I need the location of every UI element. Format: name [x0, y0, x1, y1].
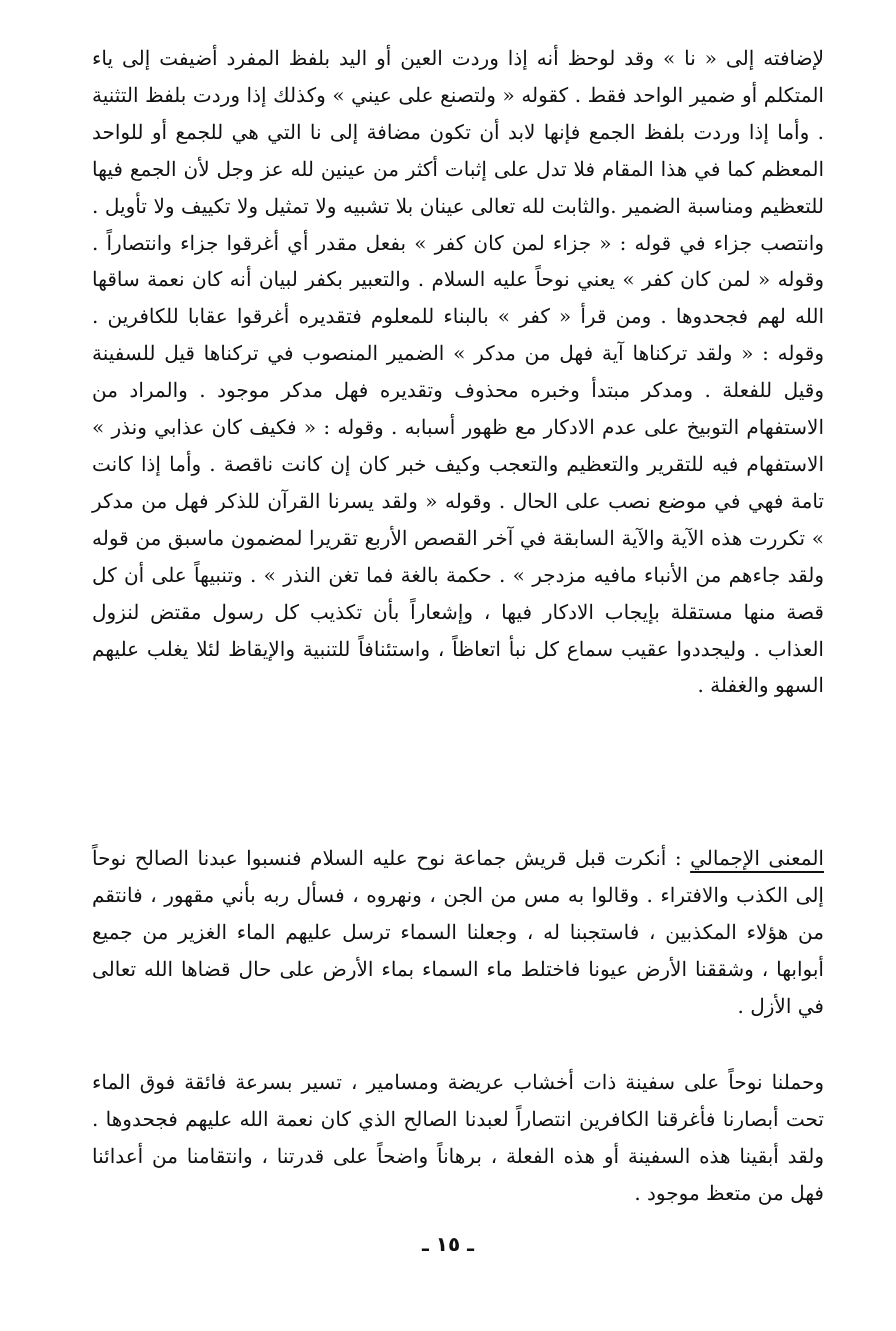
commentary-paragraph: لإضافته إلى « نا » وقد لوحظ أنه إذا وردت العين أو اليد بلفظ المفرد أضيفت إلى ياء المتكلم أو ضمير الواحد فقط . كقوله « ولتصنع على عيني » وكذلك إذا وردت بلفظ التثنية . وأما إذا وردت بلفظ الجمع فإنها لابد أن تكون مضافة إلى نا التي هي للجمع أو للواحد المعظم كما في هذا المقام فلا تدل على إثبات أكثر من عينين لله عز وجل لأن الجمع فيها للتعظيم ومناسبة الضمير .والثابت لله تعالى عينان بلا تشبيه ولا تمثيل ولا تكييف ولا تأويل . وانتصب جزاء في قوله : « جزاء لمن كان كفر » بفعل مقدر أي أغرقوا جزاء وانتصاراً . وقوله « لمن كان كفر » يعني نوحاً عليه السلام . والتعبير بكفر لبيان أنه كان نعمة ساقها الله لهم فجحدوها . ومن قرأ « كفر » بالبناء للمعلوم فتقديره أغرقوا عقابا للكافرين . وقوله : « ولقد تركناها آية فهل من مدكر » الضمير المنصوب في تركناها قيل للسفينة وقيل للفعلة . ومدكر مبتدأ وخبره محذوف وتقديره فهل مدكر موجود . والمراد من الاستفهام التوبيخ على عدم الادكار مع ظهور أسبابه . وقوله : « فكيف كان عذابي ونذر » الاستفهام فيه للتقرير والتعظيم والتعجب وكيف خبر كان إن كانت ناقصة . وأما إذا كانت تامة فهي في موضع نصب على الحال . وقوله « ولقد يسرنا القرآن للذكر فهل من مدكر » تكررت هذه الآية والآية السابقة في آخر القصص الأربع تقريرا لمضمون ماسبق من قوله ولقد جاءهم من الأنباء مافيه مزدجر » . حكمة بالغة فما تغن النذر » . وتنبيهاً على أن كل قصة منها مستقلة بإيجاب الادكار فيها ، وإشعاراً بأن تكذيب كل رسول مقتض لنزول العذاب . وليجددوا عقيب سماع كل نبأ اتعاظاً ، واستئنافاً للتنبية والإيقاظ لئلا يغلب عليهم السهو والغفلة .	[92, 46, 825, 698]
page-number: ـ ١٥ ـ	[421, 1232, 475, 1256]
commentary-block	[92, 40, 824, 704]
ark-paragraph: وحملنا نوحاً على سفينة ذات أخشاب عريضة ومسامير ، تسير بسرعة فائقة فوق الماء تحت أبصارنا فأغرقنا الكافرين انتصاراً لعبدنا الصالح الذي كان نعمة الله عليهم فجحدوها . ولقد أبقينا هذه السفينة أو هذه الفعلة ، برهاناً واضحاً على قدرتنا ، وانتقامنا من أعدائنا فهل من متعظ موجود .	[92, 1070, 825, 1205]
ark-paragraph-block	[92, 1064, 824, 1212]
general-meaning-text: : أنكرت قبل قريش جماعة نوح عليه السلام فنسبوا عبدنا الصالح نوحاً إلى الكذب والافتراء . وقالوا به مس من الجن ، ونهروه ، فسأل ربه بأني مقهور ، فانتقم من هؤلاء المكذبين ، فاستجبنا له ، وجعلنا السماء ترسل عليهم الماء الغزير من جميع أبوابها ، وشققنا الأرض عيونا فاختلط ماء السماء بماء الأرض على حال قضاها الله تعالى في الأزل .	[92, 846, 824, 1018]
general-meaning-paragraph	[92, 840, 824, 1025]
general-meaning-heading: المعنى الإجمالي	[690, 846, 824, 870]
general-meaning-block	[92, 840, 824, 1025]
